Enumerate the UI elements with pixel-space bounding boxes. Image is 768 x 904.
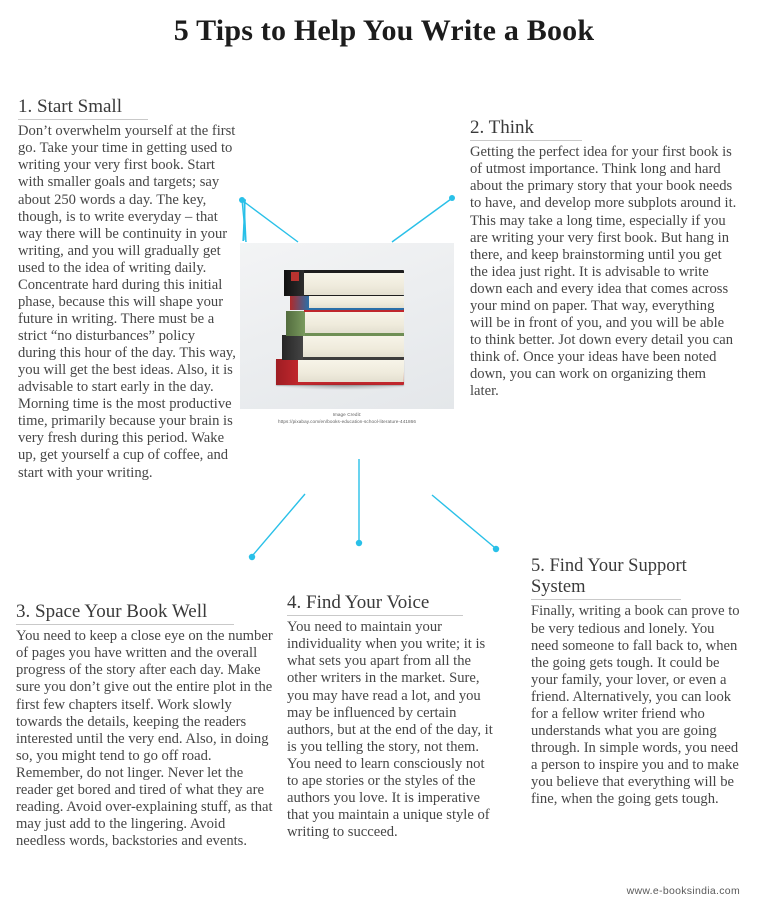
connector-dot-1 [239, 197, 245, 203]
connector-line-1b [242, 200, 246, 242]
tip-2-heading: 2. Think [470, 117, 535, 138]
connector-line-1 [244, 200, 246, 242]
connector-dot-2 [449, 195, 455, 201]
image-credit-label: Image Credit: [332, 412, 362, 417]
book-black-top-pages [304, 273, 404, 295]
tip-1-divider [18, 119, 148, 120]
connector-line-1c [243, 201, 298, 242]
stack-of-books-photo [240, 243, 454, 409]
book-thin-jacket-pages [308, 296, 404, 308]
connector-line-3 [253, 494, 305, 555]
connector-dot-5 [493, 546, 499, 552]
book-green-spine [286, 311, 305, 336]
book-thin-jacket-spine [290, 295, 309, 310]
tip-4-heading: 4. Find Your Voice [287, 592, 430, 613]
tip-3-body: You need to keep a close eye on the number of pages you have written and the overall progress of the story after each day. Make sure you don’t give out the entire plot in the first few chapters itself. Work slowly towards the details, keeping the readers interested until the very end. Also, in doing so, you might tend to go off road. Remember, do not linger. Never let the reader get bored and tired of what they are reading. Avoid over-explaining stuff, as that may just add to the lingering. Avoid needless words, backstories and events. [16, 628, 273, 850]
tip-section-2 [470, 117, 738, 400]
tip-section-3 [16, 601, 278, 850]
book-red-bottom-pages [296, 360, 404, 382]
tip-3-heading: 3. Space Your Book Well [16, 601, 208, 622]
connector-line-2 [392, 199, 451, 242]
tip-section-1 [18, 96, 236, 482]
connector-dot-4 [356, 540, 362, 546]
footer-site-url[interactable]: www.e-booksindia.com [626, 885, 740, 897]
tip-4-body: You need to maintain your individuality when you write; it is what sets you apart from all the other writers in the market. Sure, you may have read a lot, and you may be influenced by certain authors, but at the end of the day, it is you telling the story, not them. You need to learn consciously not to ape stories or the styles of the authors you love. It is imperative that you maintain a unique style of writing to succeed. [287, 619, 493, 841]
tip-1-body: Don’t overwhelm yourself at the first go. Take your time in getting used to writing your very first book. Start with smaller goals and targets; say about 250 words a day. The key, though, is to write everyday – that way there will be continuity in your writing, and you will gradually get used to the idea of writing daily. Concentrate hard during this initial phase, because this will shape your future in writing. There must be a strict “no disturbances” policy during this hour of the day. This way, you will get the best ideas. Also, it is advisable to start early in the day. Morning time is the most productive time, primarily because your brain is very fresh during this period. Wake up, get yourself a cup of coffee, and start with your writing. [18, 123, 236, 481]
tip-section-4 [287, 592, 499, 841]
tip-1-heading: 1. Start Small [18, 96, 122, 117]
book-black-top-label [291, 272, 299, 281]
book-red-bottom-spine [276, 359, 298, 385]
book-darkgray-pages [302, 336, 404, 357]
connector-dot-3 [249, 554, 255, 560]
tip-3-divider [16, 624, 234, 625]
connector-line-5 [432, 495, 494, 547]
book-darkgray-spine [282, 335, 303, 360]
tip-5-body: Finally, writing a book can prove to be very tedious and lonely. You need someone to fall back to, when the going gets tough. It could be your family, your lover, or even a friend. Alternatively, you can look for a fellow writer friend who understands what you are going through. In simple words, you need a person to inspire you and to make you believe that everything will be fine, when the going gets tough. [531, 603, 740, 808]
center-figure [240, 243, 454, 437]
tip-5-heading: 5. Find Your Support System [531, 556, 687, 597]
tip-2-body: Getting the perfect idea for your first book is of utmost importance. Think long and hard about the primary story that your book needs to have, and develop more subplots around it. This may take a long time, especially if you are writing your very first book. But hang in there, and keep brainstorming until you get the idea just right. It is advisable to write down each and every idea that comes across your mind on paper. That way, everything will be in front of you, and you will be able to think better. Jot down every detail you can think of. Once your ideas have been noted down, you can work on organizing them later. [470, 144, 737, 400]
tip-4-divider [287, 615, 463, 616]
stack-shadow [280, 383, 408, 390]
image-credit-url[interactable]: https://pixabay.com/en/books-education-school-literature-441866 [278, 419, 416, 425]
image-credit-caption [240, 411, 454, 425]
tip-5-divider [531, 599, 681, 600]
book-green-pages [304, 312, 404, 333]
tip-section-5 [531, 556, 741, 808]
page-title: 5 Tips to Help You Write a Book [173, 14, 595, 47]
tip-2-divider [470, 140, 582, 141]
connector-tip-1 [243, 200, 246, 241]
